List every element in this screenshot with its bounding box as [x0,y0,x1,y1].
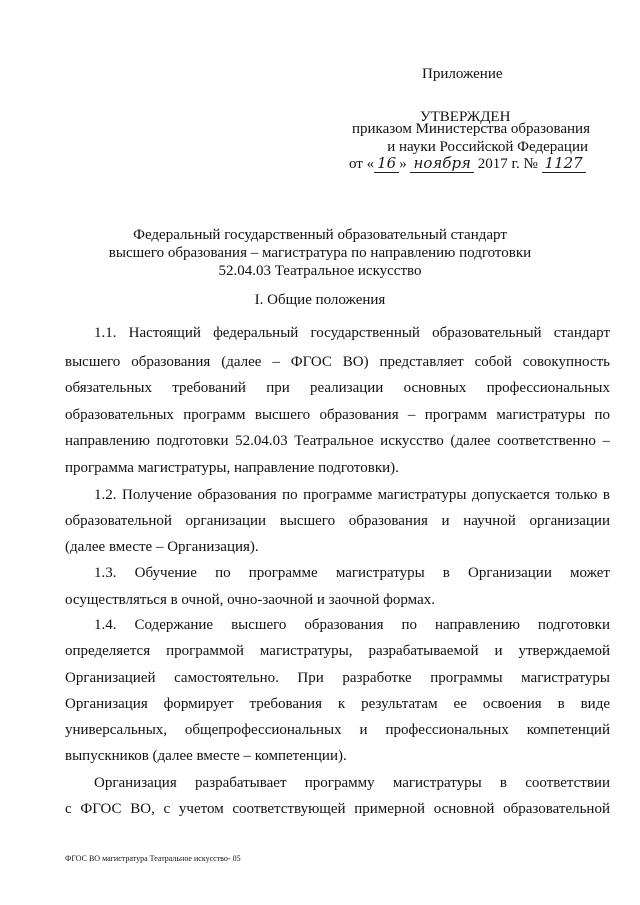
body-line: универсальных, общепрофессиональных и профессиональных компетенций [65,722,610,738]
order-year: 2017 г. № [477,156,538,172]
body-line: образовательной организации высшего образования и научной организации [65,513,610,529]
body-line: выпускников (далее вместе – компетенции). [65,748,347,764]
body-line: 1.3. Обучение по программе магистратуры в Организации может [94,565,610,581]
body-line: Организация разрабатывает программу магистратуры в соответствии [94,775,610,791]
body-line: 1.1. Настоящий федеральный государственный образовательный стандарт [94,325,610,341]
body-line: направлению подготовки 52.04.03 Театральное искусство (далее соответственно – [65,433,610,449]
order-line-2: и науки Российской Федерации [387,139,588,155]
body-line: Организация формирует требования к результатам ее освоения в виде [65,696,610,712]
title-line-1: Федеральный государственный образовательный стандарт [133,227,507,243]
approved-label: УТВЕРЖДЕН [420,109,511,125]
order-month: ноября [410,155,474,173]
body-line: (далее вместе – Организация). [65,539,259,555]
appendix-label: Приложение [422,66,503,82]
body-line: программа магистратуры, направление подготовки). [65,460,399,476]
body-line: с ФГОС ВО, с учетом соответствующей примерной основной образовательной [65,801,610,817]
body-line: осуществляться в очной, очно-заочной и заочной формах. [65,592,435,608]
title-line-2: высшего образования – магистратура по направлению подготовки [108,245,532,261]
order-from: от « [349,156,375,172]
footer-text: ФГОС ВО магистратура Театральное искусство- 05 [65,854,241,863]
body-line: 1.4. Содержание высшего образования по направлению подготовки [94,617,610,633]
body-line: 1.2. Получение образования по программе магистратуры допускается только в [94,487,610,503]
body-line: Организацией самостоятельно. При разработке программы магистратуры [65,670,610,686]
order-day: 16 [374,155,399,173]
order-line-1: приказом Министерства образования [352,121,590,137]
order-date-line [349,155,586,173]
body-line: обязательных требований при реализации основных профессиональных [65,380,610,396]
body-line: определяется программой магистратуры, разрабатываемой и утверждаемой [65,643,610,659]
order-quote-close: » [399,156,407,172]
body-line: образовательных программ высшего образования – программ магистратуры по [65,407,610,423]
title-line-3: 52.04.03 Театральное искусство [218,263,422,279]
section-heading: I. Общие положения [254,292,386,308]
order-number: 1127 [542,155,586,173]
body-line: высшего образования (далее – ФГОС ВО) представляет собой совокупность [65,354,610,370]
